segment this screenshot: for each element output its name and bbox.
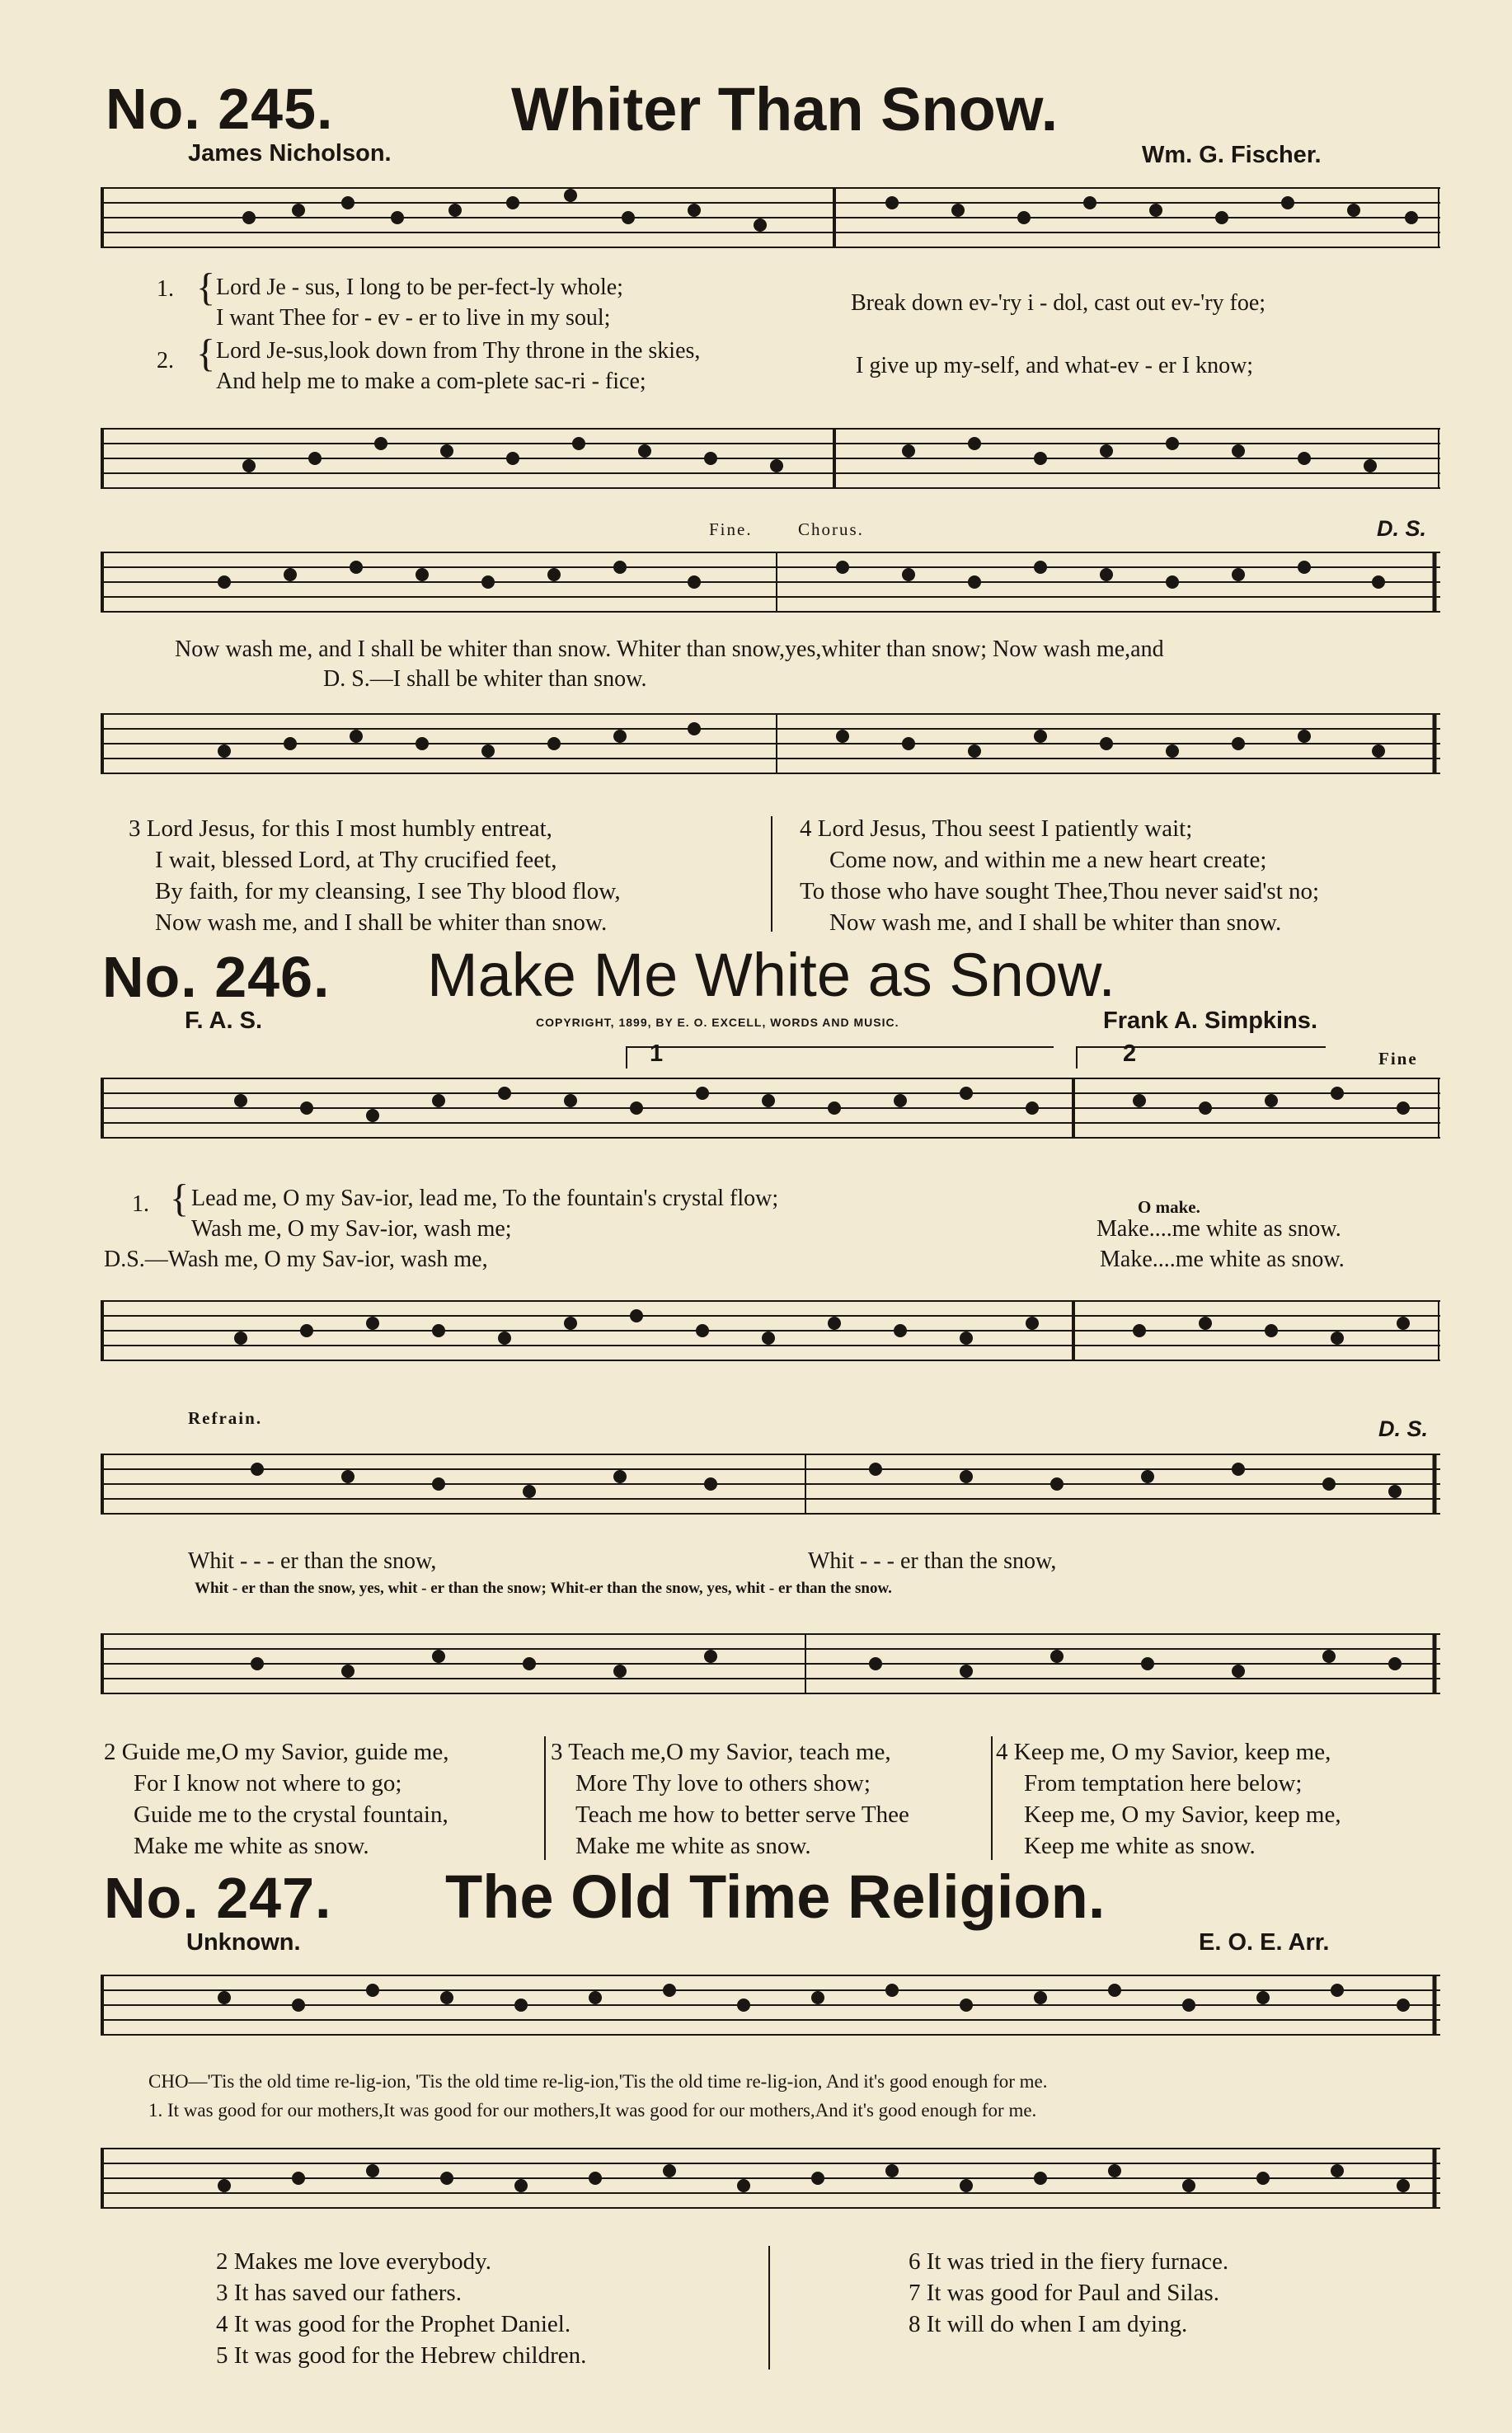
hymn-246-bass-staff-1 <box>101 1293 1440 1375</box>
hymn-246-make-1: Make....me white as snow. <box>1096 1216 1341 1242</box>
hymn-246-title: Make Me White as Snow. <box>427 941 1115 1009</box>
hymn-247-author: Unknown. <box>186 1929 301 1956</box>
hymn-246-brace: { <box>170 1177 190 1220</box>
verse-line: 2 Guide me,O my Savior, guide me, <box>104 1739 449 1765</box>
hymn-245-lyric-v1a: Lord Je - sus, I long to be per-fect-ly whole; <box>216 275 623 300</box>
verse-line: Now wash me, and I shall be whiter than snow. <box>155 909 608 936</box>
verse-line: To those who have sought Thee,Thou never said'st no; <box>800 878 1320 904</box>
hymn-247-verse-1-line: 1. It was good for our mothers,It was good for our mothers,It was good for our mothers,And it's good enough for me. <box>148 2100 1037 2121</box>
verse-line: Now wash me, and I shall be whiter than snow. <box>829 909 1282 936</box>
verse-line: Guide me to the crystal fountain, <box>134 1801 448 1828</box>
hymn-246-verse-2 <box>104 1736 448 1862</box>
verse-line: From temptation here below; <box>1024 1770 1303 1797</box>
verse-line: 3 Lord Jesus, for this I most humbly entreat, <box>129 815 552 842</box>
hymn-246-ending-2: 2 <box>1123 1040 1137 1067</box>
verse-line: For I know not where to go; <box>134 1770 402 1797</box>
hymn-245-composer: Wm. G. Fischer. <box>1142 142 1322 168</box>
hymn-247-composer: E. O. E. Arr. <box>1199 1929 1330 1956</box>
hymn-245-ds-line: D. S.—I shall be whiter than snow. <box>323 666 647 692</box>
hymn-245-verse-2-marker: 2. <box>157 348 174 373</box>
verse-line: 3 It has saved our fathers. <box>216 2280 462 2306</box>
hymn-245-ds-label: D. S. <box>1377 516 1427 541</box>
hymn-245-lyric-v2-end: I give up my-self, and what-ev - er I know; <box>856 353 1254 378</box>
hymn-246-author: F. A. S. <box>185 1007 262 1034</box>
hymn-246-fine-label: Fine <box>1378 1049 1418 1069</box>
hymn-245-chorus-label: Chorus. <box>798 519 864 539</box>
hymn-246-refrain-a: Whit - - - er than the snow, <box>188 1548 437 1574</box>
hymn-245-fine-label: Fine. <box>709 519 753 539</box>
verse-divider <box>544 1736 546 1860</box>
hymn-247-verses-left <box>216 2246 586 2371</box>
verse-line: 7 It was good for Paul and Silas. <box>909 2280 1219 2306</box>
hymn-246-verse-marker: 1. <box>132 1191 149 1217</box>
verse-line: Teach me how to better serve Thee <box>575 1801 909 1828</box>
verse-line: 4 Lord Jesus, Thou seest I patiently wait; <box>800 815 1193 842</box>
hymn-246-omake: O make. <box>1138 1197 1200 1217</box>
hymn-247-treble-staff <box>101 1967 1440 2050</box>
verse-divider <box>768 2246 770 2370</box>
verse-line: Keep me white as snow. <box>1024 1833 1256 1859</box>
hymn-245-treble-staff-2 <box>101 544 1440 627</box>
verse-line: 5 It was good for the Hebrew children. <box>216 2342 587 2369</box>
hymn-246-refrain-b: Whit - - - er than the snow, <box>808 1548 1057 1574</box>
verse-line: 8 It will do when I am dying. <box>909 2311 1188 2337</box>
verse-divider <box>771 816 772 932</box>
verse-line: I wait, blessed Lord, at Thy crucified feet, <box>155 847 557 873</box>
hymn-246-ending-1: 1 <box>650 1040 664 1067</box>
hymn-245-verse-3 <box>129 813 621 938</box>
hymn-245-bass-staff-2 <box>101 706 1440 788</box>
verse-line: 2 Makes me love everybody. <box>216 2248 491 2275</box>
hymn-245-bass-staff-1 <box>101 420 1440 503</box>
hymn-245-verse-1-marker: 1. <box>157 276 174 302</box>
hymn-245-number: No. 245. <box>106 77 334 141</box>
hymn-246-number: No. 246. <box>102 945 331 1009</box>
hymn-246-treble-staff-1 <box>101 1070 1440 1153</box>
hymn-246-make-2: Make....me white as snow. <box>1100 1247 1345 1272</box>
verse-line: Make me white as snow. <box>575 1833 811 1859</box>
hymn-245-treble-staff-1 <box>101 180 1440 262</box>
hymn-245-title: Whiter Than Snow. <box>511 75 1059 143</box>
hymn-246-verse-4 <box>996 1736 1341 1862</box>
hymn-245-brace-1: { <box>196 265 216 309</box>
hymn-245-lyric-v1b: I want Thee for - ev - er to live in my soul; <box>216 305 611 331</box>
hymn-245-brace-2: { <box>196 331 216 375</box>
verse-line: 6 It was tried in the fiery furnace. <box>909 2248 1229 2275</box>
hymn-246-refrain-label: Refrain. <box>188 1408 263 1428</box>
hymn-246-bass-staff-2 <box>101 1626 1440 1708</box>
hymn-246-treble-staff-2 <box>101 1446 1440 1529</box>
hymn-247-verses-right <box>909 2246 1228 2340</box>
verse-divider <box>991 1736 993 1860</box>
hymn-247-number: No. 247. <box>104 1866 332 1930</box>
hymn-245-lyric-v1-end: Break down ev-'ry i - dol, cast out ev-'ry foe; <box>851 290 1266 316</box>
hymn-246-lyric-line-1: Lead me, O my Sav-ior, lead me, To the fountain's crystal flow; <box>191 1186 779 1211</box>
verse-line: More Thy love to others show; <box>575 1770 871 1797</box>
verse-line: 3 Teach me,O my Savior, teach me, <box>551 1739 891 1765</box>
hymn-247-bass-staff <box>101 2140 1440 2223</box>
verse-line: 4 Keep me, O my Savior, keep me, <box>996 1739 1331 1765</box>
hymn-245-chorus-line: Now wash me, and I shall be whiter than snow. Whiter than snow,yes,whiter than snow; Now wash me,and <box>175 636 1164 662</box>
hymn-246-volta-brackets <box>625 1045 1367 1070</box>
hymn-245-lyric-v2b: And help me to make a com-plete sac-ri - fice; <box>216 369 646 394</box>
hymn-246-verse-3 <box>551 1736 909 1862</box>
hymn-245-lyric-v2a: Lord Je-sus,look down from Thy throne in the skies, <box>216 338 701 364</box>
hymn-246-lyric-line-3: D.S.—Wash me, O my Sav-ior, wash me, <box>104 1247 488 1272</box>
verse-line: Keep me, O my Savior, keep me, <box>1024 1801 1341 1828</box>
verse-line: By faith, for my cleansing, I see Thy blood flow, <box>155 878 621 904</box>
hymn-246-composer: Frank A. Simpkins. <box>1103 1007 1317 1034</box>
hymn-245-author: James Nicholson. <box>188 140 392 167</box>
hymn-246-copyright: COPYRIGHT, 1899, BY E. O. EXCELL, WORDS AND MUSIC. <box>536 1016 899 1029</box>
verse-line: 4 It was good for the Prophet Daniel. <box>216 2311 571 2337</box>
hymn-246-lyric-line-2: Wash me, O my Sav-ior, wash me; <box>191 1216 512 1242</box>
hymn-245-verse-4 <box>800 813 1319 938</box>
hymn-246-refrain-small: Whit - er than the snow, yes, whit - er than the snow; Whit-er than the snow, yes, whit - er than the snow. <box>195 1580 892 1597</box>
hymn-246-ds-label: D. S. <box>1378 1416 1429 1441</box>
hymn-247-chorus-line: CHO—'Tis the old time re-lig-ion, 'Tis the old time re-lig-ion,'Tis the old time re-lig-ion, And it's good enough for me. <box>148 2071 1048 2092</box>
verse-line: Make me white as snow. <box>134 1833 369 1859</box>
hymn-247-title: The Old Time Religion. <box>445 1862 1106 1931</box>
verse-line: Come now, and within me a new heart create; <box>829 847 1267 873</box>
